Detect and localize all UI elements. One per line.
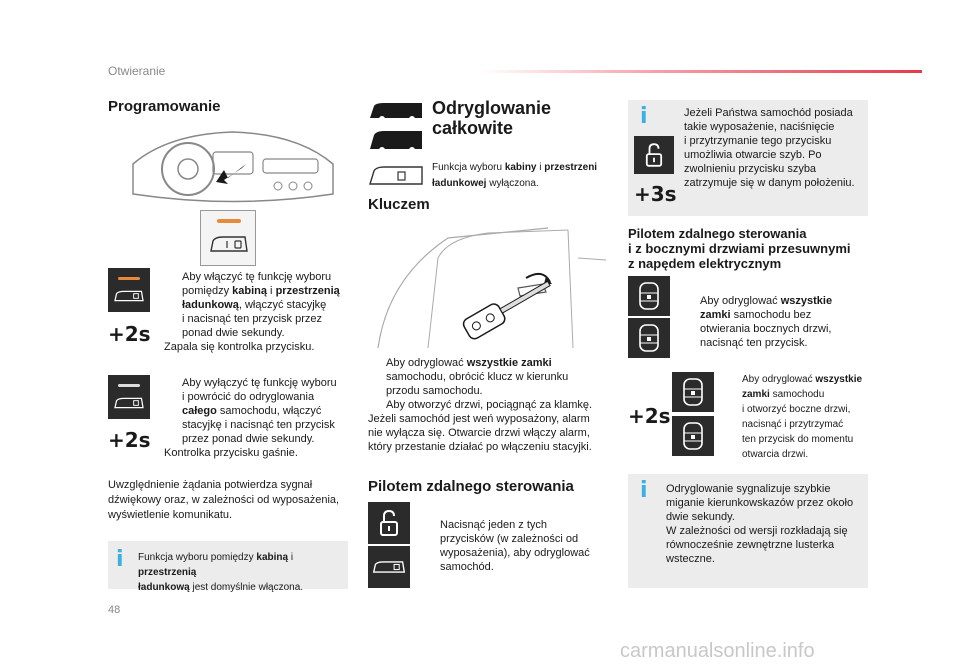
enable-step: Aby włączyć tę funkcję wyboru pomiędzy kabiną i przestrzenią ładunkową, włączyć stacyjkę i nacisnąć ten przycisk przez ponad dwie sekundy. Zapala się kontrolka przycisku. [164,270,354,354]
van-icon-long [368,128,424,154]
van-lock-icon [113,396,145,410]
cargo-button-on [108,268,150,312]
section-title: Otwieranie [108,64,166,78]
van-lock-icon [209,233,249,255]
disable-result: Kontrolka przycisku gaśnie. [164,447,298,459]
key-title: Kluczem [368,196,430,213]
bullet-icon [368,398,386,412]
bullet-icon [164,376,182,390]
default-info-box: i Funkcja wyboru pomiędzy kabiną i przestrzenią ładunkową jest domyślnie włączona. [108,541,348,589]
watermark: carmanualsonline.info [620,640,815,662]
enable-result: Zapala się kontrolka przycisku. [164,341,315,353]
car-doors-icon [637,323,661,353]
van-lock-icon [113,289,145,303]
sliding-door-title: Pilotem zdalnego sterowania i z bocznymi drzwiami przesuwnymi z napędem elektrycznym [628,226,851,271]
unlock-doors-icon-alt [628,318,670,358]
car-doors-icon [637,281,661,311]
hold-2s-badge: +2s [108,428,151,452]
door-key-illustration [368,218,608,350]
padlock-open-icon [645,143,663,167]
key-steps: Aby odryglować wszystkie zamki samochodu, obrócić klucz w kierunku przodu samochodu. Aby otworzyć drzwi, pociągnąć za klamkę. Jeżeli samochód jest weń wyposażony, alarm nie wyłącza się. Otwarcie drzwi włączy alarm, który przestanie działać po włączeniu stacyjki. [368,357,593,453]
van-lock-icon [372,559,406,575]
bullet-icon [724,372,742,387]
van-icon-short [368,100,424,122]
car-doors-icon [681,377,705,407]
cargo-button-closeup [200,210,256,266]
dashboard-illustration [128,124,338,212]
window-info-box: i +3s Jeżeli Państwa samochód posiada takie wyposażenie, naciśnięcie i przytrzymanie tego przycisku umożliwia otwarcie szyb. Po zwolnieniu przycisku szyba zatrzymuje się w danym położeniu. [628,100,868,216]
van-lock-icon [368,164,424,188]
bullet-icon [368,356,386,370]
confirmation-note: Uwzględnienie żądania potwierdza sygnał dźwiękowy oraz, w zależności od wyposażenia, wyświetlenie komunikatu. [108,479,340,521]
function-disabled-note: Funkcja wyboru kabiny i przestrzeni ładunkowej wyłączona. [432,162,598,189]
van-unlock-button-icon [368,546,410,588]
cargo-button-off [108,375,150,419]
hold-2s-badge: +2s [108,322,151,346]
sliding-step1: Aby odryglować wszystkie zamki samochodu bez otwierania bocznych drzwi, nacisnąć ten przycisk. [682,294,868,350]
sliding-step2: Aby odryglować wszystkie zamki samochodu i otworzyć boczne drzwi, nacisnąć i przytrzymać ten przycisk do momentu otwarcia drzwi. [724,372,872,462]
indicator-off [118,384,140,387]
unlock-doors-icon [628,276,670,316]
open-doors-icon-alt [672,416,714,456]
hold-2s-badge: +2s [628,404,671,428]
full-unlock-title: Odryglowanie całkowite [432,98,552,138]
info-icon: i [640,104,648,129]
remote-title: Pilotem zdalnego sterowania [368,478,574,495]
unlock-button-icon [368,502,410,544]
remote-step: Nacisnąć jeden z tych przycisków (w zależności od wyposażenia), aby odryglować samochód. [422,518,612,574]
open-doors-icon [672,372,714,412]
padlock-open-icon [379,510,399,536]
car-doors-icon [681,421,705,451]
header-rule [480,70,922,73]
info-icon: i [116,547,124,572]
info-icon: i [640,478,648,503]
bullet-icon [422,518,440,532]
bullet-icon [164,270,182,284]
bullet-icon [682,294,700,308]
indicator-on [118,277,140,280]
signal-info-box: i Odryglowanie sygnalizuje szybkie miganie kierunkowskazów przez około dwie sekundy. W zależności od wersji rozkładają się równocześnie zewnętrzne lusterka wsteczne. [628,474,868,588]
hold-3s-badge: +3s [634,182,677,206]
unlock-button-icon [634,136,674,174]
programming-title: Programowanie [108,98,221,115]
disable-step: Aby wyłączyć tę funkcję wyboru i powrócić do odryglowania całego samochodu, włączyć stacyjkę i nacisnąć ten przycisk przez ponad dwie sekundy. Kontrolka przycisku gaśnie. [164,376,354,460]
page-number: 48 [108,604,121,616]
button-indicator-light [217,219,241,223]
